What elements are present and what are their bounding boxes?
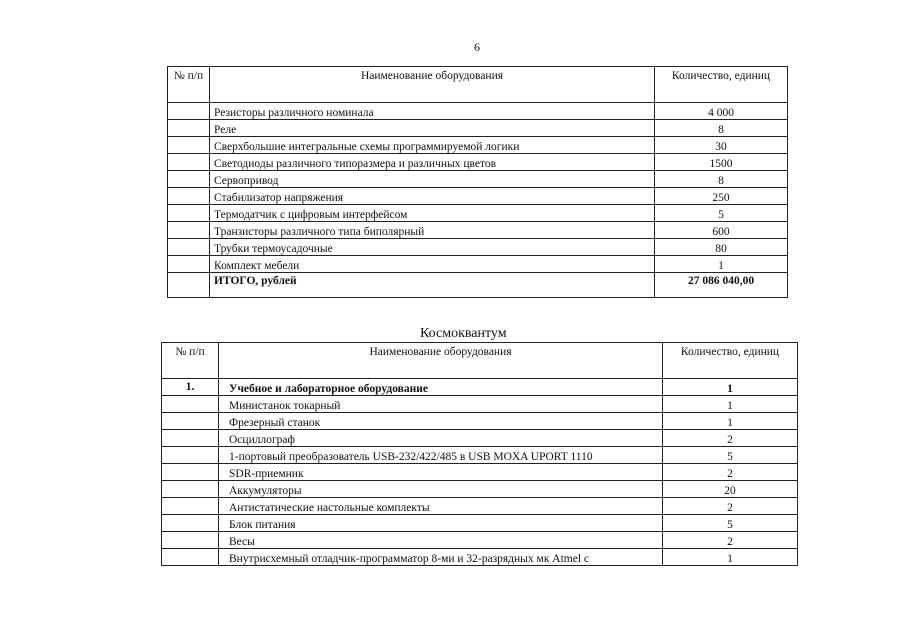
table-row (168, 154, 788, 171)
table-row (168, 222, 788, 239)
equipment-name-cell: Стабилизатор напряжения (210, 188, 655, 205)
column-header-name: Наименование оборудования (210, 67, 655, 103)
table-row (162, 447, 798, 464)
row-number-cell (162, 396, 219, 413)
row-number-cell (168, 120, 210, 137)
quantity-cell: 2 (663, 464, 798, 481)
row-number-cell (162, 549, 219, 566)
equipment-name-cell: Аккумуляторы (219, 481, 663, 498)
quantity-cell: 2 (663, 498, 798, 515)
table-row (162, 464, 798, 481)
total-label: ИТОГО, рублей (210, 273, 655, 298)
row-number-cell (162, 498, 219, 515)
quantity-cell: 1 (663, 549, 798, 566)
quantity-cell: 8 (655, 171, 788, 188)
total-value: 27 086 040,00 (655, 273, 788, 298)
equipment-name-cell: 1-портовый преобразователь USB-232/422/485 в USB MOXA UPORT 1110 (219, 447, 663, 464)
row-number-cell (168, 137, 210, 154)
equipment-name-cell: Блок питания (219, 515, 663, 532)
total-num-cell (168, 273, 210, 298)
row-number-cell (168, 256, 210, 273)
table-row (162, 515, 798, 532)
equipment-name-cell: Министанок токарный (219, 396, 663, 413)
row-number-cell (168, 154, 210, 171)
table-row (162, 396, 798, 413)
table-header-row (162, 343, 798, 379)
column-header-qty: Количество, единиц (663, 343, 798, 379)
equipment-name-cell: Трубки термоусадочные (210, 239, 655, 256)
equipment-name-cell: Сервопривод (210, 171, 655, 188)
equipment-table-1 (167, 66, 788, 298)
row-number-cell (162, 447, 219, 464)
table-body (168, 103, 788, 273)
row-number-cell (168, 171, 210, 188)
quantity-cell: 1 (655, 256, 788, 273)
table-header-row (168, 67, 788, 103)
page-number: 6 (474, 40, 480, 54)
quantity-cell: 30 (655, 137, 788, 154)
equipment-name-cell: Внутрисхемный отладчик-программатор 8-ми и 32-разрядных мк Atmel с (219, 549, 663, 566)
table-row (168, 103, 788, 120)
quantity-cell: 5 (663, 515, 798, 532)
table-row (162, 379, 798, 396)
quantity-cell: 1 (663, 413, 798, 430)
equipment-name-cell: Комплект мебели (210, 256, 655, 273)
row-number-cell (162, 430, 219, 447)
quantity-cell: 5 (663, 447, 798, 464)
equipment-name-cell: Осциллограф (219, 430, 663, 447)
table-row (162, 498, 798, 515)
equipment-name-cell: Весы (219, 532, 663, 549)
quantity-cell: 20 (663, 481, 798, 498)
equipment-name-cell: Реле (210, 120, 655, 137)
equipment-table-2 (161, 342, 798, 566)
quantity-cell: 1 (663, 396, 798, 413)
table-row (168, 188, 788, 205)
row-number-cell (168, 103, 210, 120)
equipment-name-cell: Сверхбольшие интегральные схемы программируемой логики (210, 137, 655, 154)
row-number-cell (162, 515, 219, 532)
table-row (168, 256, 788, 273)
row-number-cell (162, 481, 219, 498)
table-row (168, 239, 788, 256)
table-row (162, 549, 798, 566)
row-number-cell (162, 464, 219, 481)
row-number-cell (168, 222, 210, 239)
section-title: Космоквантум (420, 326, 507, 341)
table-row (162, 430, 798, 447)
equipment-name-cell: Фрезерный станок (219, 413, 663, 430)
quantity-cell: 4 000 (655, 103, 788, 120)
table-body (162, 379, 798, 566)
table-row (168, 205, 788, 222)
row-number-cell: 1. (162, 379, 219, 396)
quantity-cell: 2 (663, 532, 798, 549)
table-row (162, 532, 798, 549)
equipment-name-cell: Термодатчик с цифровым интерфейсом (210, 205, 655, 222)
equipment-name-cell: Транзисторы различного типа биполярный (210, 222, 655, 239)
table-row (168, 137, 788, 154)
total-row (168, 273, 788, 298)
table-row (162, 481, 798, 498)
column-header-num: № п/п (162, 343, 219, 379)
quantity-cell: 1500 (655, 154, 788, 171)
equipment-name-cell: Светодиоды различного типоразмера и различных цветов (210, 154, 655, 171)
column-header-name: Наименование оборудования (219, 343, 663, 379)
quantity-cell: 600 (655, 222, 788, 239)
row-number-cell (168, 205, 210, 222)
table-row (162, 413, 798, 430)
table-row (168, 120, 788, 137)
column-header-num: № п/п (168, 67, 210, 103)
row-number-cell (162, 532, 219, 549)
row-number-cell (168, 239, 210, 256)
row-number-cell (162, 413, 219, 430)
table-row (168, 171, 788, 188)
column-header-qty: Количество, единиц (655, 67, 788, 103)
row-number-cell (168, 188, 210, 205)
quantity-cell: 2 (663, 430, 798, 447)
equipment-name-cell: SDR-приемник (219, 464, 663, 481)
equipment-name-cell: Резисторы различного номинала (210, 103, 655, 120)
quantity-cell: 1 (663, 379, 798, 396)
quantity-cell: 80 (655, 239, 788, 256)
quantity-cell: 5 (655, 205, 788, 222)
equipment-name-cell: Учебное и лабораторное оборудование (219, 379, 663, 396)
equipment-name-cell: Антистатические настольные комплекты (219, 498, 663, 515)
quantity-cell: 250 (655, 188, 788, 205)
quantity-cell: 8 (655, 120, 788, 137)
